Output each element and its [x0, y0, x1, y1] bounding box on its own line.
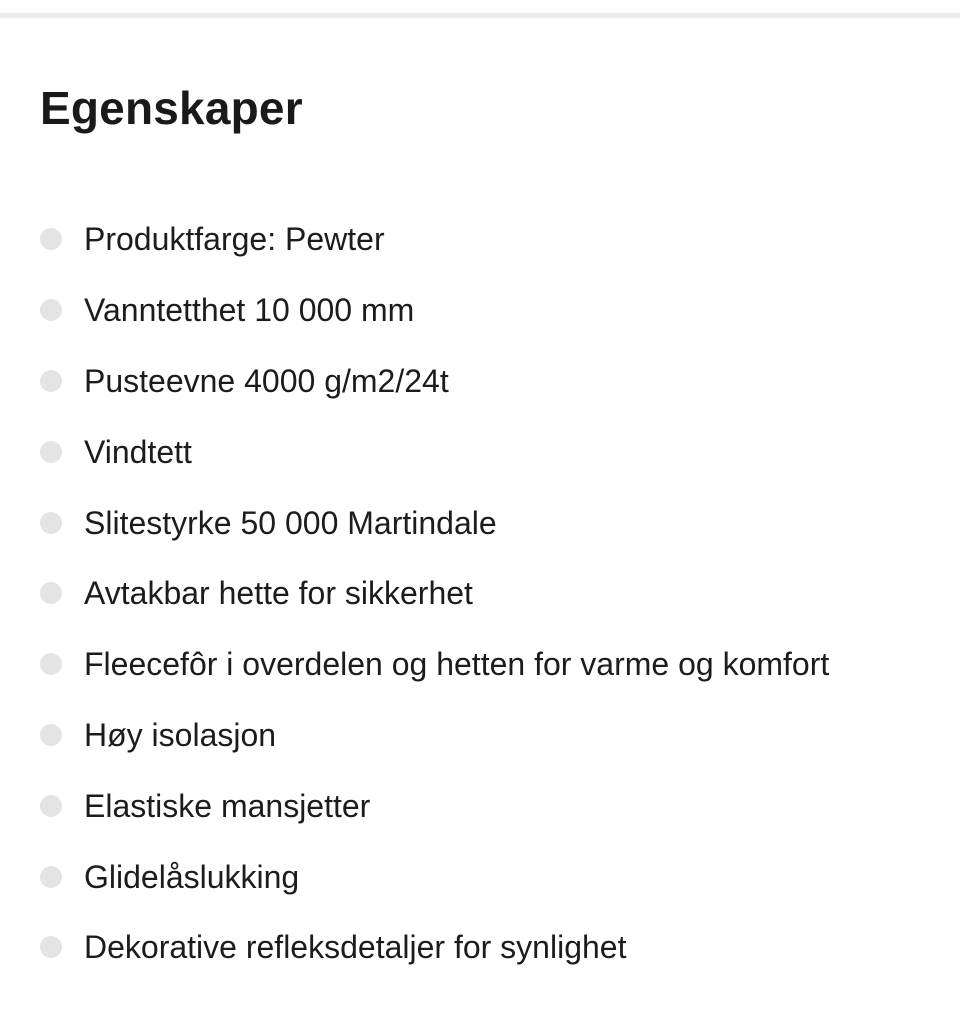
bullet-dot-icon — [40, 936, 62, 958]
feature-label: Produktfarge: Pewter — [84, 221, 385, 258]
list-item — [40, 487, 940, 558]
features-section — [40, 78, 940, 966]
list-item — [40, 841, 940, 912]
bullet-dot-icon — [40, 512, 62, 534]
list-item — [40, 558, 940, 629]
bullet-dot-icon — [40, 228, 62, 250]
list-item — [40, 700, 940, 771]
bullet-dot-icon — [40, 441, 62, 463]
feature-label: Dekorative refleksdetaljer for synlighet — [84, 929, 627, 966]
feature-list — [40, 204, 940, 983]
feature-label: Vanntetthet 10 000 mm — [84, 292, 415, 329]
bullet-dot-icon — [40, 299, 62, 321]
list-item — [40, 416, 940, 487]
list-item — [40, 204, 940, 275]
feature-label: Pusteevne 4000 g/m2/24t — [84, 362, 449, 399]
section-title: Egenskaper — [40, 82, 303, 134]
feature-label: Glidelåslukking — [84, 858, 300, 895]
bullet-dot-icon — [40, 653, 62, 675]
bullet-dot-icon — [40, 724, 62, 746]
feature-label: Fleecefôr i overdelen og hetten for varme og komfort — [84, 646, 830, 683]
feature-label: Vindtett — [84, 433, 192, 470]
bullet-dot-icon — [40, 795, 62, 817]
list-item — [40, 275, 940, 346]
feature-label: Elastiske mansjetter — [84, 787, 371, 824]
list-item — [40, 770, 940, 841]
bullet-dot-icon — [40, 370, 62, 392]
list-item — [40, 346, 940, 417]
list-item — [40, 912, 940, 983]
bullet-dot-icon — [40, 582, 62, 604]
list-item — [40, 629, 940, 700]
feature-label: Høy isolasjon — [84, 716, 277, 753]
feature-label: Avtakbar hette for sikkerhet — [84, 575, 473, 612]
feature-label: Slitestyrke 50 000 Martindale — [84, 504, 497, 541]
bullet-dot-icon — [40, 866, 62, 888]
top-divider — [0, 13, 960, 18]
